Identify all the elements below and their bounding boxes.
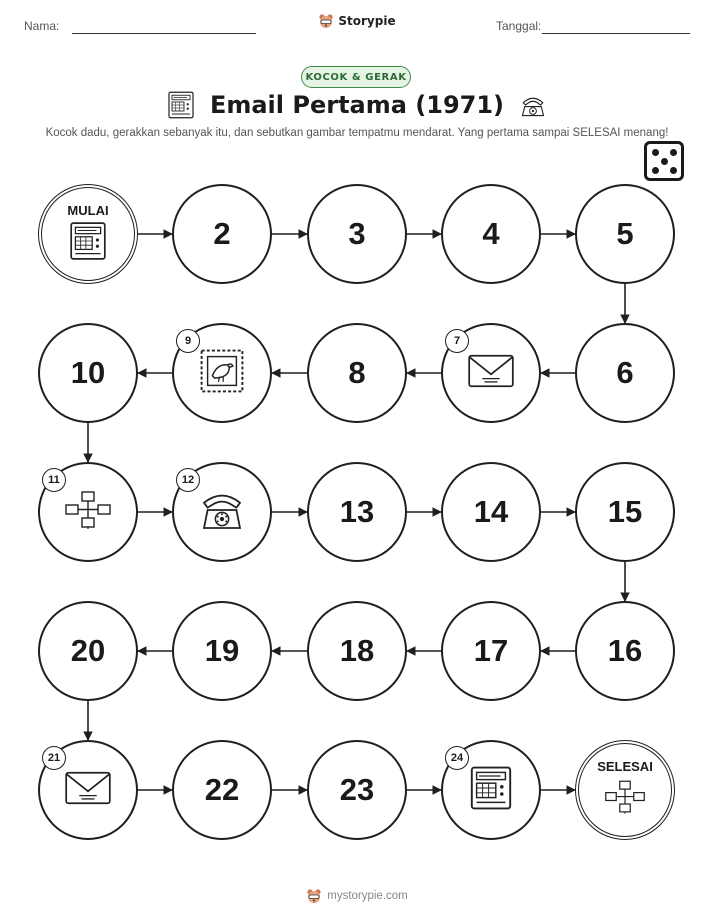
board-space-18 — [307, 601, 407, 701]
start-space — [38, 184, 138, 284]
board-space-6 — [575, 323, 675, 423]
board-space-22 — [172, 740, 272, 840]
envelope-icon — [467, 347, 515, 399]
board-space-11 — [38, 462, 138, 562]
space-number: 3 — [348, 216, 366, 251]
space-number-badge: 7 — [445, 329, 469, 353]
space-number-badge: 11 — [42, 468, 66, 492]
finish-space — [575, 740, 675, 840]
board-space-2 — [172, 184, 272, 284]
space-number: 18 — [339, 633, 375, 668]
board-space-4 — [441, 184, 541, 284]
space-number-badge: 21 — [42, 746, 66, 770]
space-number: 2 — [213, 216, 231, 251]
board-space-19 — [172, 601, 272, 701]
space-number: 19 — [204, 633, 240, 668]
board-space-14 — [441, 462, 541, 562]
finish-label: SELESAI — [597, 758, 653, 774]
footer — [0, 888, 714, 904]
board-space-3 — [307, 184, 407, 284]
space-number: 6 — [616, 355, 634, 390]
space-number: 4 — [482, 216, 500, 251]
page-title: Email Pertama (1971) — [209, 91, 505, 119]
space-number: 13 — [339, 494, 375, 529]
board-space-5 — [575, 184, 675, 284]
board-space-12 — [172, 462, 272, 562]
date-label: Tanggal: — [496, 19, 542, 33]
board-space-21 — [38, 740, 138, 840]
board-space-10 — [38, 323, 138, 423]
space-number: 22 — [204, 772, 240, 807]
space-number: 20 — [70, 633, 106, 668]
space-number: 23 — [339, 772, 375, 807]
computer-network-icon — [64, 486, 112, 538]
space-number-badge: 24 — [445, 746, 469, 770]
space-number: 14 — [473, 494, 509, 529]
bird-stamp-icon — [198, 347, 246, 399]
space-number: 5 — [616, 216, 634, 251]
space-number: 16 — [607, 633, 643, 668]
space-number: 15 — [607, 494, 643, 529]
board-space-17 — [441, 601, 541, 701]
brand-name: Storypie — [338, 14, 396, 28]
space-number-badge: 9 — [176, 329, 200, 353]
start-label: MULAI — [67, 202, 109, 218]
footer-url: mystorypie.com — [327, 890, 408, 902]
mainframe-computer-icon — [67, 220, 109, 266]
board-space-9 — [172, 323, 272, 423]
board-space-8 — [307, 323, 407, 423]
board-space-24 — [441, 740, 541, 840]
envelope-icon — [64, 764, 112, 816]
board-space-15 — [575, 462, 675, 562]
space-number: 10 — [70, 355, 106, 390]
board-space-16 — [575, 601, 675, 701]
space-number-badge: 12 — [176, 468, 200, 492]
storypie-logo-icon — [306, 888, 322, 904]
board-space-23 — [307, 740, 407, 840]
mainframe-computer-icon — [467, 764, 515, 816]
rotary-telephone-icon — [198, 486, 246, 538]
board-space-13 — [307, 462, 407, 562]
instructions: Kocok dadu, gerakkan sebanyak itu, dan sebutkan gambar tempatmu mendarat. Yang pertama sampai SELESAI menang! — [45, 127, 669, 139]
name-label: Nama: — [24, 19, 60, 33]
computer-network-icon — [604, 776, 646, 822]
space-number: 8 — [348, 355, 366, 390]
board-space-7 — [441, 323, 541, 423]
activity-tag: KOCOK & GERAK — [301, 66, 411, 88]
board-space-20 — [38, 601, 138, 701]
space-number: 17 — [473, 633, 509, 668]
